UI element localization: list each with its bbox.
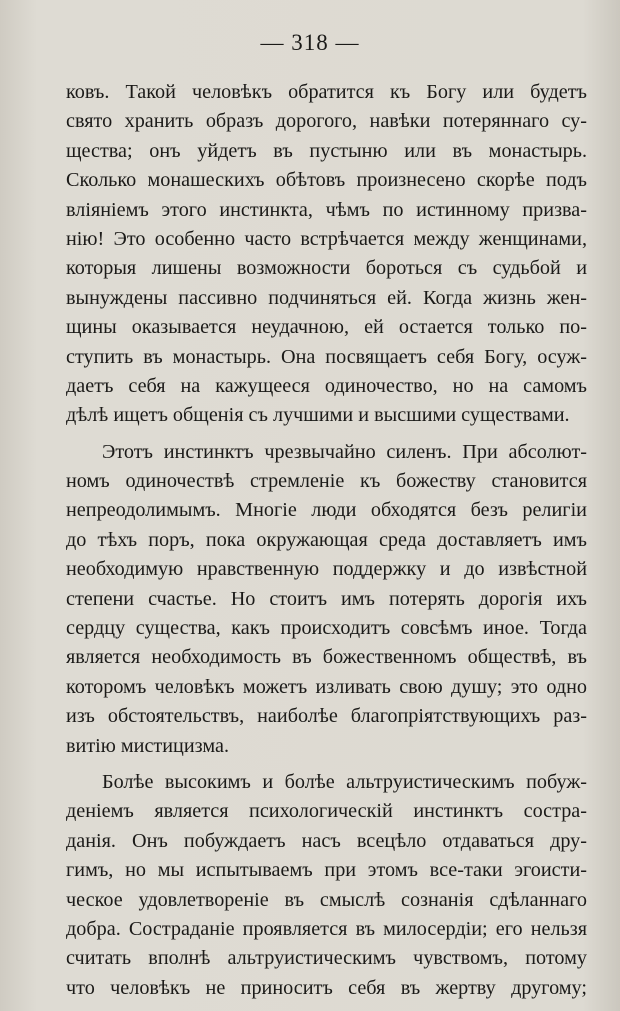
paragraph [66, 768, 587, 1003]
text-line: даетъ себя на кажущееся одиночество, но на самомъ [66, 374, 587, 397]
text-line: витію мистицизма. [66, 734, 229, 757]
text-line: которыя лишены возможности бороться съ судьбой и [66, 257, 587, 280]
text-line: Болѣе высокимъ и болѣе альтруистическимъ побуж- [102, 770, 587, 793]
text-line: данія. Онъ побуждаетъ насъ всецѣло отдаваться дру- [66, 829, 587, 852]
text-line: степени счастье. Но стоитъ имъ потерять дорогія ихъ [66, 587, 587, 610]
page-number: — 318 — [260, 30, 360, 55]
text-line: Этотъ инстинктъ чрезвычайно силенъ. При абсолют- [102, 440, 587, 463]
paragraph-gap [66, 761, 587, 768]
text-line: непреодолимымъ. Многіе люди обходятся безъ религіи [66, 499, 587, 522]
text-line: ступить въ монастырь. Она посвящаетъ себя Богу, осуж- [66, 345, 587, 368]
text-line: необходимую нравственную поддержку и до извѣстной [66, 558, 587, 581]
text-line: щины оказывается неудачною, ей остается только по- [66, 316, 587, 339]
page-body-text [66, 78, 587, 1003]
text-line: сердцу существа, какъ происходитъ совсѣмъ иное. Тогда [66, 617, 587, 640]
text-line: дѣлѣ ищетъ общенія съ лучшими и высшими существами. [66, 404, 570, 427]
text-line: которомъ человѣкъ можетъ изливать свою душу; это одно [66, 675, 587, 698]
text-line: вліяніемъ этого инстинкта, чѣмъ по истинному призва- [66, 198, 587, 221]
text-line: добра. Состраданіе проявляется въ милосердіи; его нельзя [66, 917, 587, 940]
text-line: вынуждены пассивно подчиняться ей. Когда жизнь жен- [66, 286, 587, 309]
text-line: щества; онъ уйдетъ въ пустыню или въ монастырь. [66, 139, 587, 162]
text-line: считать вполнѣ альтруистическимъ чувствомъ, потому [66, 947, 587, 970]
text-line: деніемъ является психологическій инстинктъ состра- [66, 800, 587, 823]
text-line: Сколько монашескихъ обѣтовъ произнесено скорѣе подъ [66, 169, 587, 192]
paragraph [66, 78, 587, 431]
text-line: изъ обстоятельствъ, наиболѣе благопріятствующихъ раз- [66, 705, 587, 728]
text-line: свято хранить образъ дорогого, навѣки потеряннаго су- [66, 110, 587, 133]
paragraph [66, 438, 587, 761]
text-line: является необходимость въ божественномъ обществѣ, въ [66, 646, 587, 669]
text-line: что человѣкъ не приноситъ себя въ жертву другому; [66, 976, 587, 999]
text-line: номъ одиночествѣ стремленіе къ божеству становится [66, 470, 587, 493]
text-line: нію! Это особенно часто встрѣчается между женщинами, [66, 227, 587, 250]
text-line: до тѣхъ поръ, пока окружающая среда доставляетъ имъ [66, 528, 587, 551]
text-line: ковъ. Такой человѣкъ обратится къ Богу или будетъ [66, 81, 587, 103]
text-line: ческое удовлетвореніе въ смыслѣ сознанія сдѣланнаго [66, 888, 587, 911]
paragraph-gap [66, 431, 587, 438]
text-line: гимъ, но мы испытываемъ при этомъ все-таки эгоисти- [66, 859, 587, 882]
